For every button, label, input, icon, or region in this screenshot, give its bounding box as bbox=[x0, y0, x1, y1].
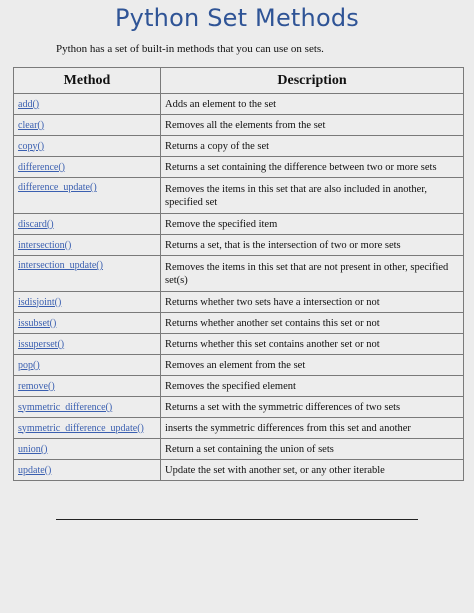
method-link[interactable]: remove() bbox=[14, 376, 161, 397]
method-column-header: Method bbox=[14, 68, 161, 94]
table-row bbox=[14, 439, 464, 460]
table-row bbox=[14, 355, 464, 376]
method-description: Removes an element from the set bbox=[161, 355, 464, 376]
method-link[interactable]: symmetric_difference_update() bbox=[14, 418, 161, 439]
method-description: Returns a copy of the set bbox=[161, 136, 464, 157]
method-description: Removes all the elements from the set bbox=[161, 115, 464, 136]
table-row bbox=[14, 313, 464, 334]
table-row bbox=[14, 214, 464, 235]
description-column-header: Description bbox=[161, 68, 464, 94]
footer-divider bbox=[56, 519, 418, 520]
method-link[interactable]: intersection_update() bbox=[14, 256, 161, 292]
set-methods-table bbox=[13, 67, 464, 481]
method-link[interactable]: discard() bbox=[14, 214, 161, 235]
table-row bbox=[14, 292, 464, 313]
method-description: Removes the items in this set that are not present in other, specified set(s) bbox=[161, 256, 464, 292]
method-description: Returns whether another set contains this set or not bbox=[161, 313, 464, 334]
method-link[interactable]: add() bbox=[14, 94, 161, 115]
intro-text: Python has a set of built-in methods that you can use on sets. bbox=[56, 43, 324, 55]
method-description: Returns a set containing the difference between two or more sets bbox=[161, 157, 464, 178]
method-link[interactable]: difference_update() bbox=[14, 178, 161, 214]
method-description: Returns whether two sets have a intersection or not bbox=[161, 292, 464, 313]
method-description: Update the set with another set, or any other iterable bbox=[161, 460, 464, 481]
method-link[interactable]: copy() bbox=[14, 136, 161, 157]
method-link[interactable]: pop() bbox=[14, 355, 161, 376]
table-row bbox=[14, 235, 464, 256]
method-description: Remove the specified item bbox=[161, 214, 464, 235]
table-row bbox=[14, 334, 464, 355]
method-link[interactable]: issuperset() bbox=[14, 334, 161, 355]
table-row bbox=[14, 115, 464, 136]
table-row bbox=[14, 256, 464, 292]
table-row bbox=[14, 94, 464, 115]
method-description: Removes the items in this set that are also included in another, specified set bbox=[161, 178, 464, 214]
method-description: Return a set containing the union of sets bbox=[161, 439, 464, 460]
method-link[interactable]: update() bbox=[14, 460, 161, 481]
method-link[interactable]: intersection() bbox=[14, 235, 161, 256]
method-link[interactable]: clear() bbox=[14, 115, 161, 136]
table-row bbox=[14, 397, 464, 418]
table-row bbox=[14, 136, 464, 157]
table-row bbox=[14, 178, 464, 214]
method-description: Returns whether this set contains another set or not bbox=[161, 334, 464, 355]
method-link[interactable]: symmetric_difference() bbox=[14, 397, 161, 418]
table-row bbox=[14, 157, 464, 178]
method-description: Returns a set, that is the intersection of two or more sets bbox=[161, 235, 464, 256]
method-link[interactable]: union() bbox=[14, 439, 161, 460]
method-description: inserts the symmetric differences from this set and another bbox=[161, 418, 464, 439]
table-header-row bbox=[14, 68, 464, 94]
page-title: Python Set Methods bbox=[115, 4, 359, 32]
method-description: Returns a set with the symmetric differences of two sets bbox=[161, 397, 464, 418]
table-row bbox=[14, 376, 464, 397]
method-link[interactable]: issubset() bbox=[14, 313, 161, 334]
table-row bbox=[14, 418, 464, 439]
method-description: Adds an element to the set bbox=[161, 94, 464, 115]
method-link[interactable]: isdisjoint() bbox=[14, 292, 161, 313]
method-description: Removes the specified element bbox=[161, 376, 464, 397]
table-row bbox=[14, 460, 464, 481]
method-link[interactable]: difference() bbox=[14, 157, 161, 178]
